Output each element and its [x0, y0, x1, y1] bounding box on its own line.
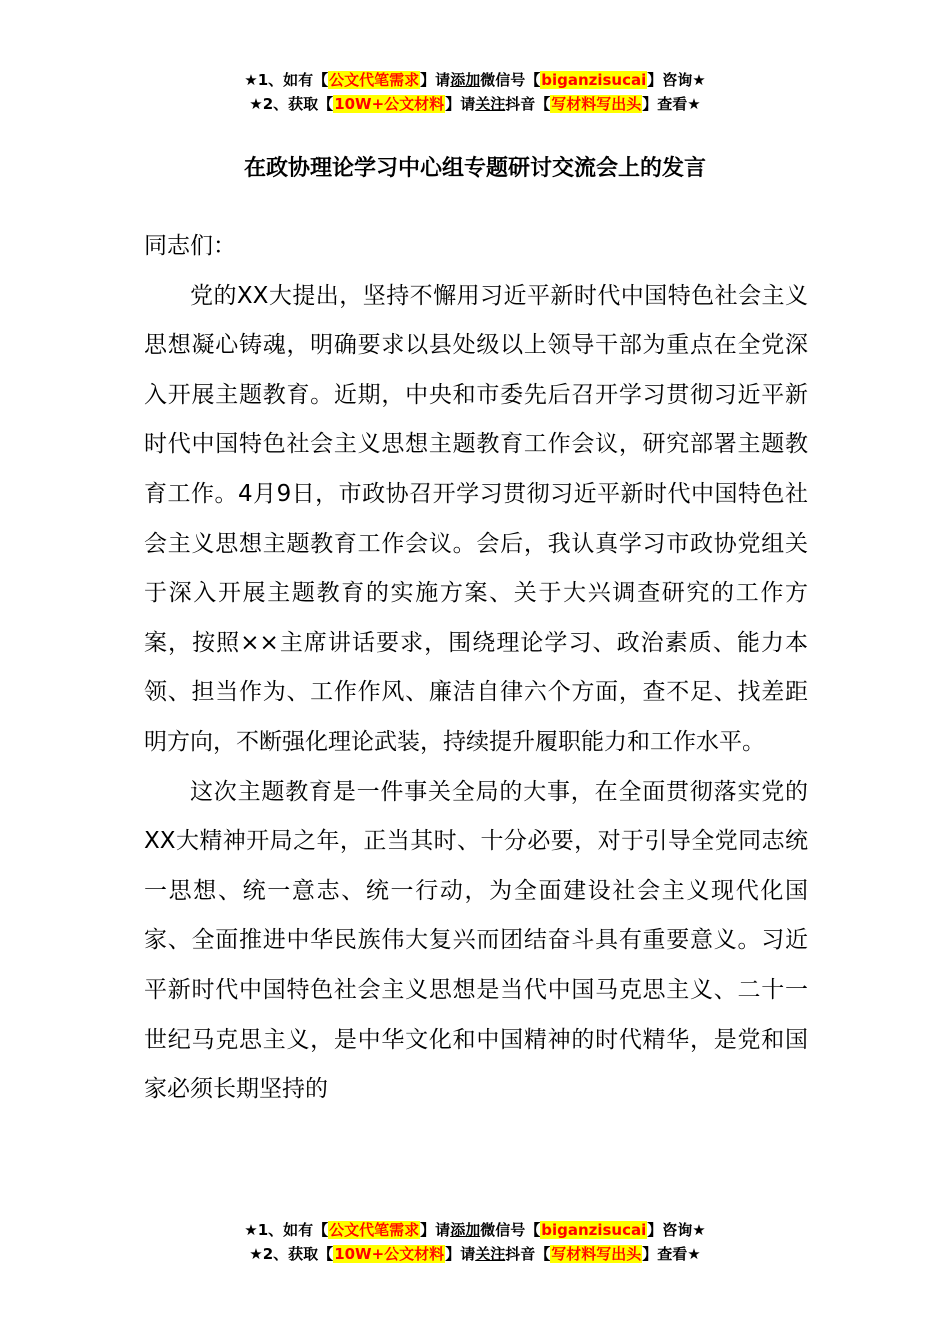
- banner-text: ★2、获取【: [249, 95, 334, 113]
- paragraph: 这次主题教育是一件事关全局的大事，在全面贯彻落实党的XX大精神开局之年，正当其时、十分必要，对于引导全党同志统一思想、统一意志、统一行动，为全面建设社会主义现代化国家、全面推进中华民族伟大复兴而团结奋斗具有重要意义。习近平新时代中国特色社会主义思想是当代中国马克思主义、二十一世纪马克思主义，是中华文化和中国精神的时代精华，是党和国家必须长期坚持的: [144, 778, 808, 1103]
- highlight-text: 写材料写出头: [551, 95, 642, 113]
- banner-text: 微信号【: [480, 71, 541, 89]
- underlined-text: 关注: [475, 1245, 506, 1263]
- highlight-text: biganzisucai: [541, 71, 647, 89]
- highlight-text: 10W+公文材料: [334, 95, 445, 113]
- underlined-text: 添加: [450, 1221, 481, 1239]
- highlight-text: 公文代笔需求: [329, 1221, 420, 1239]
- underlined-text: 添加: [450, 71, 481, 89]
- banner-line-1: [0, 68, 950, 92]
- paragraph: 党的XX大提出，坚持不懈用习近平新时代中国特色社会主义思想凝心铸魂，明确要求以县处级以上领导干部为重点在全党深入开展主题教育。近期，中央和市委先后召开学习贯彻习近平新时代中国特色社会主义思想主题教育工作会议，研究部署主题教育工作。4月9日，市政协召开学习贯彻习近平新时代中国特色社会主义思想主题教育工作会议。会后，我认真学习市政协党组关于深入开展主题教育的实施方案、关于大兴调查研究的工作方案，按照××主席讲话要求，围绕理论学习、政治素质、能力本领、担当作为、工作作风、廉洁自律六个方面，查不足、找差距明方向，不断强化理论武装，持续提升履职能力和工作水平。: [144, 282, 808, 755]
- banner-text: 】查看★: [642, 1245, 701, 1263]
- underlined-text: 关注: [475, 95, 506, 113]
- banner-text: 】咨询★: [647, 71, 706, 89]
- header-banner: [0, 68, 950, 116]
- banner-line-2: [0, 1242, 950, 1266]
- banner-text: 】请: [445, 1245, 476, 1263]
- highlight-text: biganzisucai: [541, 1221, 647, 1239]
- banner-text: 】咨询★: [647, 1221, 706, 1239]
- highlight-text: 10W+公文材料: [334, 1245, 445, 1263]
- banner-line-1: [0, 1218, 950, 1242]
- highlight-text: 公文代笔需求: [329, 71, 420, 89]
- banner-line-2: [0, 92, 950, 116]
- banner-text: ★1、如有【: [244, 71, 329, 89]
- banner-text: 】查看★: [642, 95, 701, 113]
- salutation: 同志们：: [144, 233, 236, 259]
- footer-banner: [0, 1218, 950, 1266]
- banner-text: ★1、如有【: [244, 1221, 329, 1239]
- banner-text: 】请: [420, 1221, 451, 1239]
- banner-text: 】请: [420, 71, 451, 89]
- banner-text: ★2、获取【: [249, 1245, 334, 1263]
- banner-text: 抖音【: [505, 1245, 551, 1263]
- banner-text: 微信号【: [480, 1221, 541, 1239]
- document-body: [144, 222, 808, 1115]
- document-title: 在政协理论学习中心组专题研讨交流会上的发言: [243, 156, 706, 181]
- banner-text: 抖音【: [505, 95, 551, 113]
- highlight-text: 写材料写出头: [551, 1245, 642, 1263]
- banner-text: 】请: [445, 95, 476, 113]
